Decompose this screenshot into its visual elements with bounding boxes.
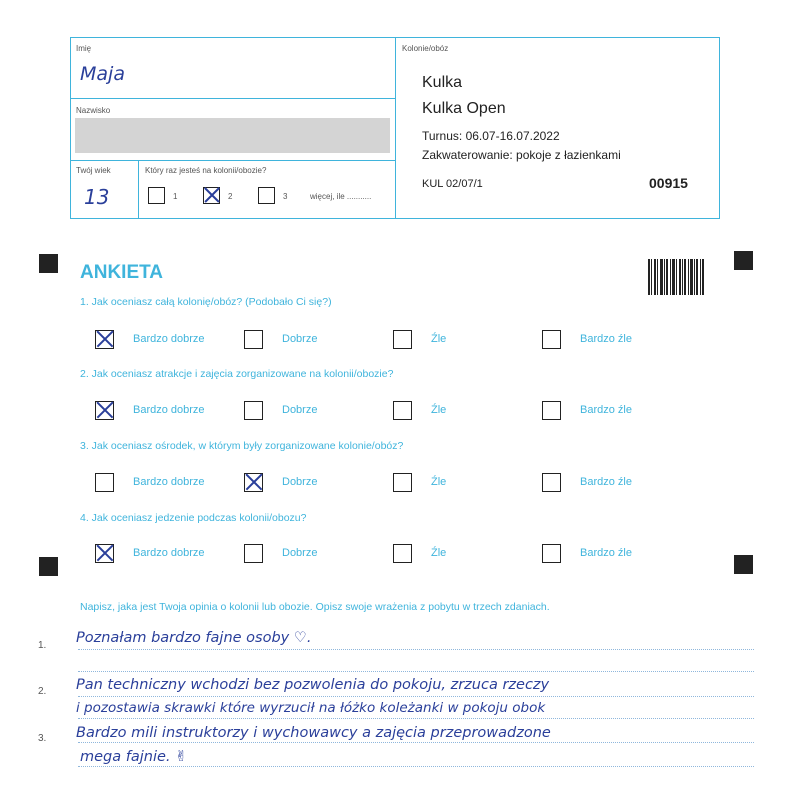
- ktory-raz-checkbox-1[interactable]: [148, 187, 165, 204]
- question-4-checkbox-bardzo-zle[interactable]: [542, 544, 561, 563]
- opinion-number-3: 3.: [38, 733, 47, 744]
- turnus: Turnus: 06.07-16.07.2022: [422, 129, 560, 143]
- question-3-text: 3. Jak oceniasz ośrodek, w którym były zorganizowane kolonie/obóz?: [80, 440, 404, 452]
- answer-text-2: Pan techniczny wchodzi bez pozwolenia do pokoju, zrzuca rzeczy: [76, 677, 550, 693]
- question-4-option-bardzo-dobrze: Bardzo dobrze: [133, 547, 205, 559]
- answer-text-1: Poznałam bardzo fajne osoby ♡.: [76, 630, 312, 646]
- answer-line-5[interactable]: [78, 742, 754, 743]
- ktory-raz-checkbox-3[interactable]: [258, 187, 275, 204]
- ktory-raz-option-3: 3: [283, 192, 288, 201]
- answer-text-5: mega fajnie. ✌: [80, 749, 188, 765]
- question-2-option-bardzo-dobrze: Bardzo dobrze: [133, 404, 205, 416]
- registration-marker-top-right: [734, 251, 753, 270]
- imie-label: Imię: [76, 44, 92, 53]
- question-4-checkbox-dobrze[interactable]: [244, 544, 263, 563]
- question-1-text: 1. Jak oceniasz całą kolonię/obóz? (Podobało Ci się?): [80, 296, 332, 308]
- question-3-checkbox-bardzo-dobrze[interactable]: [95, 473, 114, 492]
- wiek-label: Twój wiek: [76, 166, 111, 175]
- answer-line-3[interactable]: [78, 696, 754, 697]
- form-number: 00915: [649, 175, 688, 191]
- question-1-option-bardzo-zle: Bardzo źle: [580, 333, 632, 345]
- question-3-option-zle: Źle: [431, 476, 447, 488]
- answer-text-3: i pozostawia skrawki które wyrzucił na łóżko koleżanki w pokoju obok: [76, 700, 546, 716]
- answer-line-1[interactable]: [78, 649, 754, 650]
- question-2-text: 2. Jak oceniasz atrakcje i zajęcia zorganizowane na kolonii/obozie?: [80, 368, 394, 380]
- nazwisko-redacted: [75, 118, 390, 153]
- question-2-checkbox-zle[interactable]: [393, 401, 412, 420]
- ktory-raz-checkbox-2[interactable]: [203, 187, 220, 204]
- kolonie-name: Kulka: [422, 74, 463, 91]
- question-3-option-dobrze: Dobrze: [282, 476, 318, 488]
- ktory-raz-label: Który raz jesteś na kolonii/obozie?: [145, 166, 267, 175]
- question-4-option-zle: Źle: [431, 547, 447, 559]
- wiek-value: 13: [84, 185, 110, 209]
- question-2-option-zle: Źle: [431, 404, 447, 416]
- question-4-option-dobrze: Dobrze: [282, 547, 318, 559]
- registration-marker-top-left: [39, 254, 58, 273]
- nazwisko-label: Nazwisko: [76, 106, 111, 115]
- zakwaterowanie: Zakwaterowanie: pokoje z łazienkami: [422, 148, 621, 162]
- ktory-raz-option-1: 1: [173, 192, 178, 201]
- header-divider-age: [138, 160, 139, 219]
- question-2-checkbox-bardzo-dobrze[interactable]: [95, 401, 114, 420]
- question-3-option-bardzo-zle: Bardzo źle: [580, 476, 632, 488]
- barcode: [648, 259, 704, 295]
- registration-marker-bottom-right: [734, 555, 753, 574]
- question-1-checkbox-dobrze[interactable]: [244, 330, 263, 349]
- question-3-checkbox-dobrze[interactable]: [244, 473, 263, 492]
- question-1-option-dobrze: Dobrze: [282, 333, 318, 345]
- question-4-checkbox-bardzo-dobrze[interactable]: [95, 544, 114, 563]
- question-3-checkbox-bardzo-zle[interactable]: [542, 473, 561, 492]
- header-divider-2: [70, 160, 395, 161]
- kolonie-label: Kolonie/obóz: [402, 44, 449, 53]
- question-1-option-zle: Źle: [431, 333, 447, 345]
- answer-line-2[interactable]: [78, 671, 754, 672]
- opinion-number-2: 2.: [38, 686, 47, 697]
- ktory-raz-option-2: 2: [228, 192, 233, 201]
- header-divider-1: [70, 98, 395, 99]
- question-3-option-bardzo-dobrze: Bardzo dobrze: [133, 476, 205, 488]
- question-1-option-bardzo-dobrze: Bardzo dobrze: [133, 333, 205, 345]
- answer-text-4: Bardzo mili instruktorzy i wychowawcy a zajęcia przeprowadzone: [76, 725, 551, 741]
- opinion-number-1: 1.: [38, 640, 47, 651]
- question-1-checkbox-bardzo-dobrze[interactable]: [95, 330, 114, 349]
- registration-marker-bottom-left: [39, 557, 58, 576]
- question-2-option-bardzo-zle: Bardzo źle: [580, 404, 632, 416]
- question-2-option-dobrze: Dobrze: [282, 404, 318, 416]
- kolonie-code: KUL 02/07/1: [422, 178, 483, 190]
- question-1-checkbox-zle[interactable]: [393, 330, 412, 349]
- question-2-checkbox-dobrze[interactable]: [244, 401, 263, 420]
- question-4-text: 4. Jak oceniasz jedzenie podczas kolonii/obozu?: [80, 512, 307, 524]
- imie-value: Maja: [80, 63, 125, 85]
- question-4-option-bardzo-zle: Bardzo źle: [580, 547, 632, 559]
- answer-line-6[interactable]: [78, 766, 754, 767]
- question-1-checkbox-bardzo-zle[interactable]: [542, 330, 561, 349]
- answer-line-4[interactable]: [78, 718, 754, 719]
- survey-title: ANKIETA: [80, 262, 164, 283]
- question-3-checkbox-zle[interactable]: [393, 473, 412, 492]
- question-4-checkbox-zle[interactable]: [393, 544, 412, 563]
- header-divider-vertical: [395, 37, 396, 219]
- wiecej-label: więcej, ile ...........: [310, 192, 372, 201]
- kolonie-sub: Kulka Open: [422, 100, 506, 117]
- opinion-prompt: Napisz, jaka jest Twoja opinia o kolonii lub obozie. Opisz swoje wrażenia z pobytu w trzech zdaniach.: [80, 601, 550, 613]
- question-2-checkbox-bardzo-zle[interactable]: [542, 401, 561, 420]
